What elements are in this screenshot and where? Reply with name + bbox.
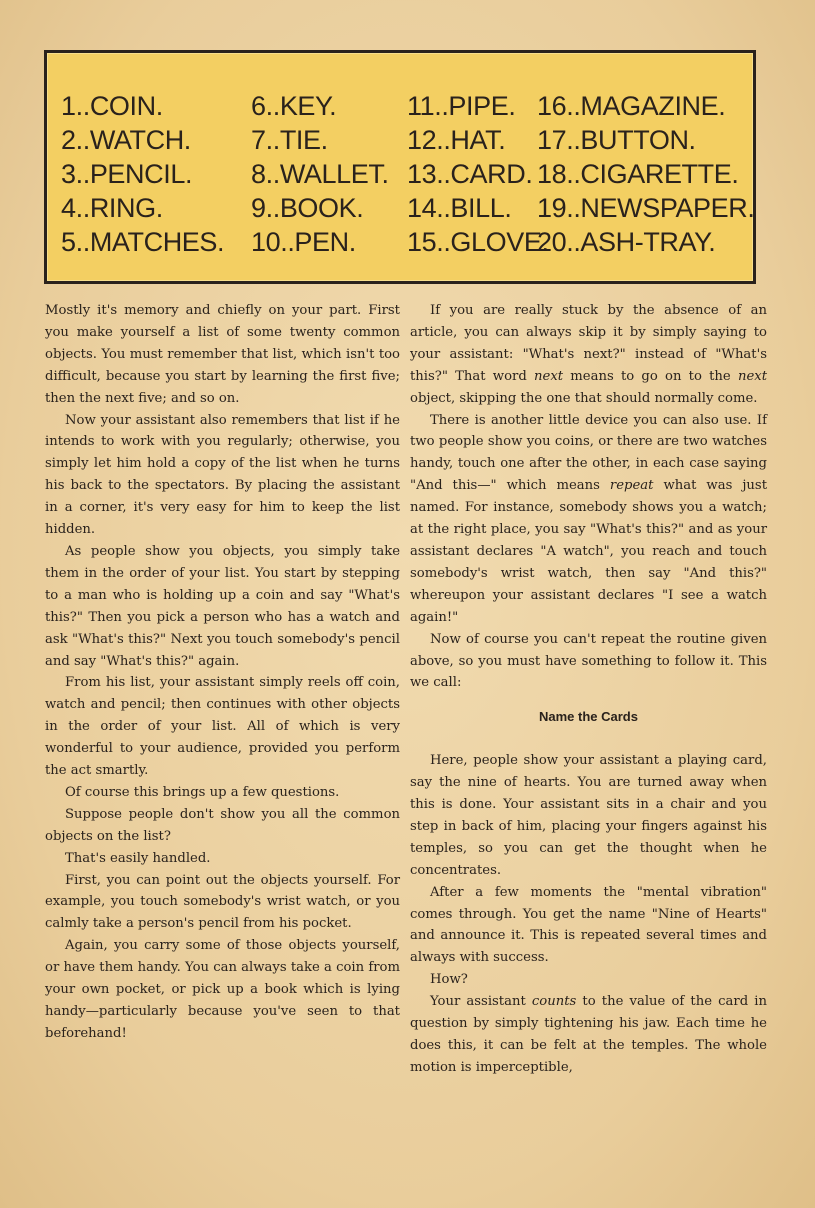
right-text-column [410,300,767,1079]
text-run: If you are really stuck by the absence of an article, you can always skip it by simply saying to your assistant: "What's next?" instead of "What's this?" That word [410,303,767,384]
paragraph: As people show you objects, you simply take them in the order of your list. You start by stepping to a man who is holding up a coin and say "What's this?" Then you pick a person who has a watch and ask "What's this?" Next you touch somebody's pencil and say "What's this?" again. [45,543,400,669]
list-item: 4..RING. [61,193,163,223]
list-item: 6..KEY. [251,91,337,121]
object-list-column-3 [407,89,549,259]
paragraph: Suppose people don't show you all the common objects on the list? [45,806,400,844]
object-list-column-1 [61,89,224,259]
paragraph [410,410,767,629]
emphasis: next [737,368,767,384]
paragraph: Of course this brings up a few questions. [65,784,340,800]
list-item: 17..BUTTON. [537,125,696,155]
section-heading: Name the Cards [539,709,638,725]
emphasis: counts [531,994,577,1010]
list-item: 13..CARD. [407,159,533,189]
list-item: 15..GLOVE. [407,227,549,257]
list-item: 19..NEWSPAPER. [537,193,755,223]
paragraph: Here, people show your assistant a playing card, say the nine of hearts. You are turned away when this is done. Your assistant sits in a chair and you step in back of him, placing your fingers against his temples, so you can get the thought when he concentrates. [410,753,767,878]
paragraph [410,300,767,410]
list-item: 8..WALLET. [251,159,389,189]
list-item: 9..BOOK. [251,193,364,223]
list-item: 7..TIE. [251,125,328,155]
paragraph: That's easily handled. [65,850,211,866]
object-list-box [44,50,756,284]
paragraph: First, you can point out the objects yourself. For example, you touch somebody's wrist watch, or you calmly take a person's pencil from his pocket. [45,872,400,932]
paragraph: From his list, your assistant simply reels off coin, watch and pencil; then continues with other objects in the order of your list. All of which is very wonderful to your audience, provided you perform the act smartly. [45,675,400,779]
list-item: 20..ASH-TRAY. [537,227,716,257]
paragraph: Now of course you can't repeat the routine given above, so you must have something to follow it. This we call: [410,631,767,691]
emphasis: next [534,368,564,384]
text-run: object, skipping the one that should normally come. [410,390,758,406]
paragraph: How? [430,972,468,988]
list-item: 2..WATCH. [61,125,191,155]
paragraph: Now your assistant also remembers that list if he intends to work with you regularly; otherwise, you simply let him hold a copy of the list when he turns his back to the spectators. By placing the assistant in a corner, it's very easy for him to keep the list hidden. [45,412,400,538]
text-run: means to go on to the [563,368,738,384]
emphasis: repeat [609,478,654,494]
text-run: There is another little device you can also use. If two people show you coins, or there are two watches handy, touch one after the other, in each case saying "And this—" which means [410,412,767,494]
text-run: Your assistant [430,994,532,1010]
list-item: 18..CIGARETTE. [537,159,739,189]
list-item: 11..PIPE. [407,91,516,121]
list-item: 5..MATCHES. [61,227,225,257]
list-item: 1..COIN. [61,91,163,121]
left-text-column [45,300,400,1045]
paragraph [410,991,767,1079]
object-list-column-2 [251,89,389,259]
paragraph: After a few moments the "mental vibration" comes through. You get the name "Nine of Hearts" and announce it. This is repeated several times and always with success. [410,884,767,966]
list-item: 12..HAT. [407,125,506,155]
paragraph: Mostly it's memory and chiefly on your part. First you make yourself a list of some twenty common objects. You must remember that list, which isn't too difficult, because you start by learning the first five; then the next five; and so on. [45,303,400,406]
paragraph: Again, you carry some of those objects yourself, or have them handy. You can always take a coin from your own pocket, or pick up a book which is lying handy—particularly because you've seen to that beforehand! [45,938,400,1041]
text-run: to the value of the card in question by simply tightening his jaw. Each time he does this, it can be felt at the temples. The whole motion is imperceptible, [410,994,767,1075]
list-item: 14..BILL. [407,193,512,223]
text-run: what was just named. For instance, somebody shows you a watch; at the right place, you say "What's this?" and as your assistant declares "A watch", you reach and touch somebody's wrist watch, then say "And this?" whereupon your assistant declares "I see a watch again!" [410,478,767,625]
list-item: 3..PENCIL. [61,159,193,189]
list-item: 10..PEN. [251,227,356,257]
object-list-column-4 [537,89,754,259]
list-item: 16..MAGAZINE. [537,91,726,121]
